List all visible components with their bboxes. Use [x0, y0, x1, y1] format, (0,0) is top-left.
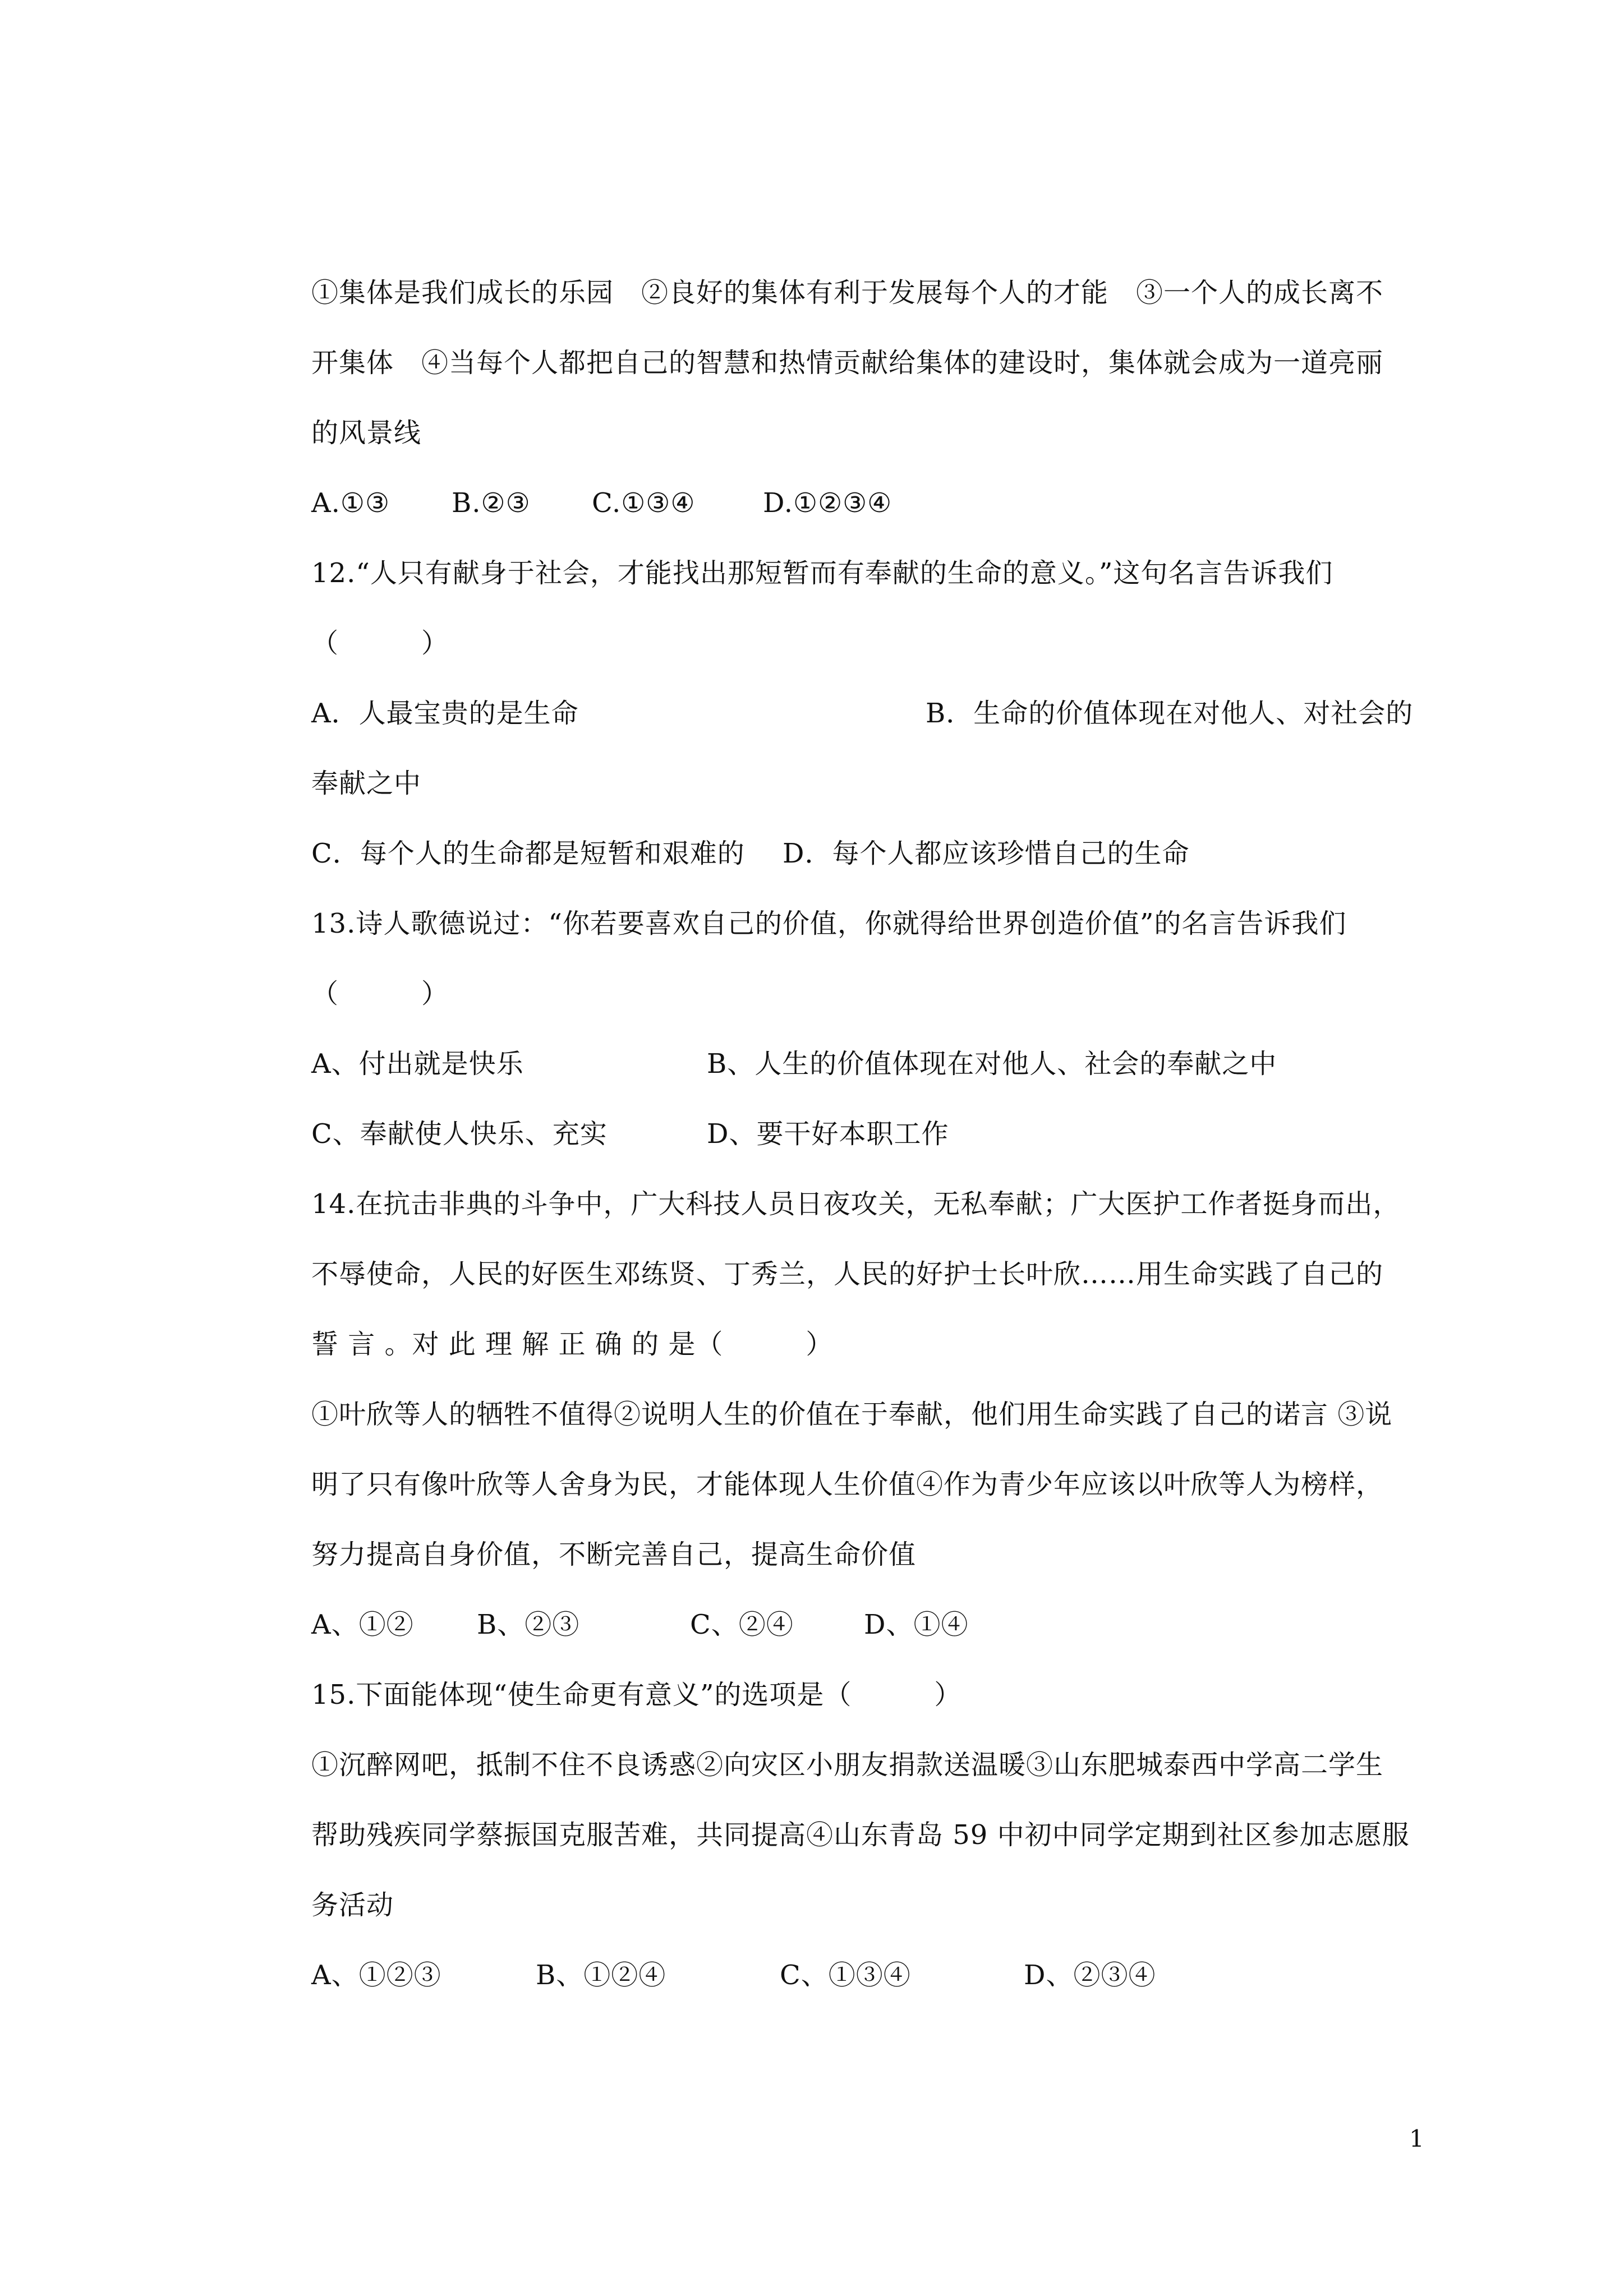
q14-option-d: D、①④ [864, 1609, 969, 1640]
q11-statements-line-1: ①集体是我们成长的乐园 ②良好的集体有利于发展每个人的才能 ③一个人的成长离不 [311, 277, 1384, 308]
q14-option-c: C、②④ [690, 1609, 794, 1640]
q15-statements-line-3: 务活动 [311, 1889, 394, 1921]
q15-option-c: C、①③④ [780, 1960, 911, 1991]
q14-stem-line-3: 誓 言 。对 此 理 解 正 确 的 是（ ） [311, 1329, 834, 1360]
q13-stem-line-1: 13.诗人歌德说过：“你若要喜欢自己的价值，你就得给世界创造价值”的名言告诉我们 [311, 908, 1347, 939]
q15-option-d: D、②③④ [1024, 1960, 1156, 1991]
q11-option-c: C.①③④ [592, 487, 696, 519]
q12-option-a: A．人最宝贵的是生命 [311, 698, 579, 729]
q13-option-b: B、人生的价值体现在对他人、社会的奉献之中 [707, 1048, 1277, 1080]
q11-option-a: A.①③ [311, 487, 390, 519]
q12-option-b-continued: 奉献之中 [311, 768, 422, 799]
q14-statements-line-3: 努力提高自身价值，不断完善自己，提高生命价值 [311, 1539, 917, 1570]
q11-statements-line-2: 开集体 ④当每个人都把自己的智慧和热情贡献给集体的建设时，集体就会成为一道亮丽 [311, 347, 1384, 379]
q14-option-b: B、②③ [477, 1609, 580, 1640]
q14-option-a: A、①② [311, 1609, 414, 1640]
q15-option-a: A、①②③ [311, 1960, 441, 1991]
q13-option-a: A、付出就是快乐 [311, 1048, 524, 1080]
q15-statements-line-2: 帮助残疾同学蔡振国克服苦难，共同提高④山东青岛 59 中初中同学定期到社区参加志愿服 [311, 1819, 1410, 1851]
q12-stem-line-2: （ ） [311, 628, 449, 659]
q12-stem-line-1: 12.“人只有献身于社会，才能找出那短暂而有奉献的生命的意义。”这句名言告诉我们 [311, 557, 1333, 589]
q14-statements-line-1: ①叶欣等人的牺牲不值得②说明人生的价值在于奉献，他们用生命实践了自己的诺言 ③说 [311, 1399, 1393, 1430]
q14-statements-line-2: 明了只有像叶欣等人舍身为民，才能体现人生价值④作为青少年应该以叶欣等人为榜样， [311, 1469, 1384, 1500]
q13-option-d: D、要干好本职工作 [707, 1118, 949, 1150]
q14-stem-line-2: 不辱使命，人民的好医生邓练贤、丁秀兰，人民的好护士长叶欣……用生命实践了自己的 [311, 1258, 1384, 1290]
q12-option-b: B．生命的价值体现在对他人、对社会的 [926, 698, 1414, 729]
q11-option-b: B.②③ [452, 487, 531, 519]
q11-option-d: D.①②③④ [763, 487, 892, 519]
q12-option-d: D．每个人都应该珍惜自己的生命 [783, 838, 1190, 869]
page-number: 1 [1409, 2125, 1424, 2152]
q13-stem-line-2: （ ） [311, 978, 449, 1009]
q15-statements-line-1: ①沉醉网吧，抵制不住不良诱惑②向灾区小朋友捐款送温暖③山东肥城泰西中学高二学生 [311, 1749, 1384, 1781]
q13-option-c: C、奉献使人快乐、充实 [311, 1118, 608, 1150]
q12-option-c: C．每个人的生命都是短暂和艰难的 [311, 838, 745, 869]
q14-stem-line-1: 14.在抗击非典的斗争中，广大科技人员日夜攻关，无私奉献；广大医护工作者挺身而出， [311, 1188, 1401, 1220]
q15-stem-line-1: 15.下面能体现“使生命更有意义”的选项是（ ） [311, 1679, 962, 1711]
q15-option-b: B、①②④ [536, 1960, 666, 1991]
q11-statements-line-3: 的风景线 [311, 417, 422, 449]
